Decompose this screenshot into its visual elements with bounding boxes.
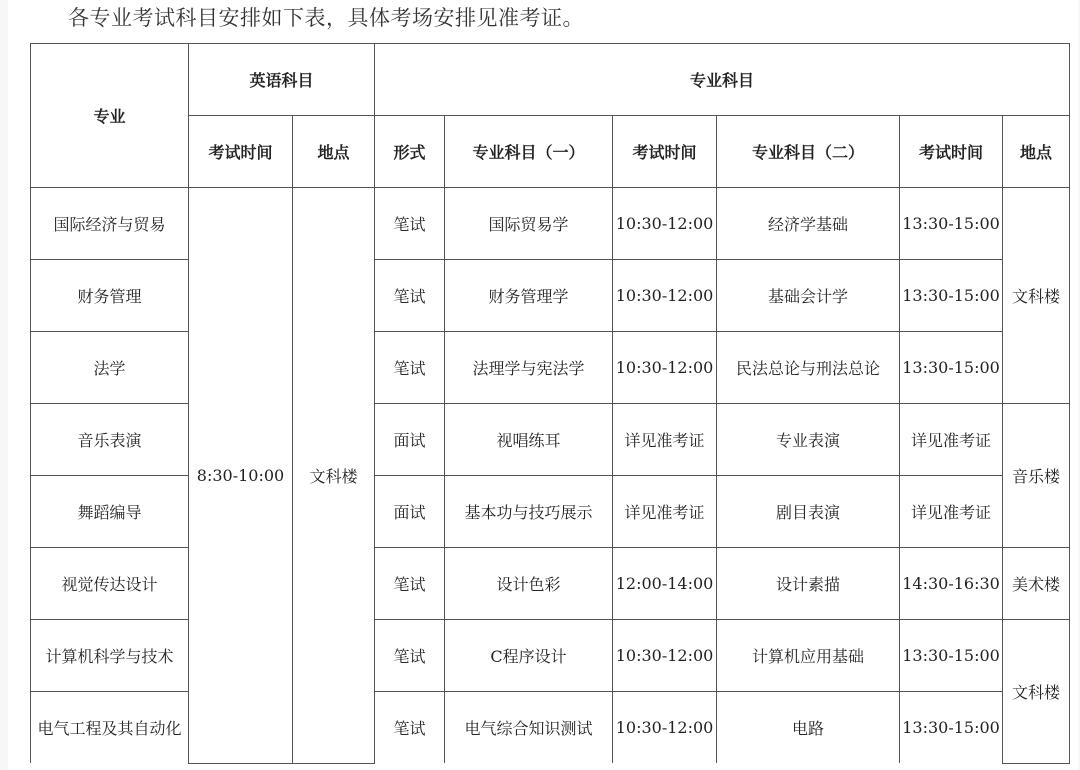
cell-subject-2: 电路 [717, 692, 900, 764]
cell-form: 笔试 [375, 332, 445, 404]
cell-time-1: 10:30-12:00 [613, 332, 717, 404]
cell-time-2: 13:30-15:00 [900, 260, 1003, 332]
table-row [31, 692, 1070, 764]
cell-place: 美术楼 [1003, 548, 1070, 620]
cell-major: 舞蹈编导 [31, 476, 189, 548]
cell-subject-1: 国际贸易学 [445, 188, 613, 260]
cell-form: 笔试 [375, 188, 445, 260]
cell-subject-1: C程序设计 [445, 620, 613, 692]
cell-subject-2: 设计素描 [717, 548, 900, 620]
cell-form: 笔试 [375, 692, 445, 764]
header-major: 专业 [31, 44, 189, 188]
cell-place: 音乐楼 [1003, 404, 1070, 548]
cell-subject-1: 视唱练耳 [445, 404, 613, 476]
document-page [8, 0, 1078, 770]
cell-major: 视觉传达设计 [31, 548, 189, 620]
table-row [31, 548, 1070, 620]
table-row [31, 260, 1070, 332]
cell-subject-2: 专业表演 [717, 404, 900, 476]
intro-text: 各专业考试科目安排如下表，具体考场安排见准考证。 [68, 6, 584, 30]
cell-subject-1: 法理学与宪法学 [445, 332, 613, 404]
header-english-group: 英语科目 [189, 44, 375, 116]
cell-form: 面试 [375, 476, 445, 548]
header-subject-2: 专业科目（二） [717, 116, 900, 188]
cell-major: 财务管理 [31, 260, 189, 332]
cell-time-2: 13:30-15:00 [900, 620, 1003, 692]
cell-major: 音乐表演 [31, 404, 189, 476]
cell-subject-1: 设计色彩 [445, 548, 613, 620]
header-time-1: 考试时间 [613, 116, 717, 188]
cell-subject-1: 基本功与技巧展示 [445, 476, 613, 548]
header-place: 地点 [1003, 116, 1070, 188]
header-english-time: 考试时间 [189, 116, 293, 188]
table-row [31, 620, 1070, 692]
header-professional-group: 专业科目 [375, 44, 1070, 116]
cell-major: 法学 [31, 332, 189, 404]
cell-time-2: 详见准考证 [900, 404, 1003, 476]
cell-subject-2: 民法总论与刑法总论 [717, 332, 900, 404]
cell-form: 笔试 [375, 260, 445, 332]
cell-subject-2: 经济学基础 [717, 188, 900, 260]
cell-subject-1: 财务管理学 [445, 260, 613, 332]
cell-time-2: 13:30-15:00 [900, 332, 1003, 404]
cell-form: 笔试 [375, 548, 445, 620]
cell-english-place: 文科楼 [293, 188, 375, 764]
cell-major: 国际经济与贸易 [31, 188, 189, 260]
cell-time-2: 13:30-15:00 [900, 188, 1003, 260]
cell-major: 计算机科学与技术 [31, 620, 189, 692]
table-row [31, 404, 1070, 476]
table-row [31, 332, 1070, 404]
header-form: 形式 [375, 116, 445, 188]
cell-form: 笔试 [375, 620, 445, 692]
cell-time-1: 10:30-12:00 [613, 260, 717, 332]
cell-time-1: 10:30-12:00 [613, 620, 717, 692]
cell-time-1: 10:30-12:00 [613, 188, 717, 260]
header-subject-1: 专业科目（一） [445, 116, 613, 188]
cell-place: 文科楼 [1003, 188, 1070, 404]
cell-form: 面试 [375, 404, 445, 476]
cell-place: 文科楼 [1003, 620, 1070, 764]
table-row [31, 476, 1070, 548]
cell-time-1: 详见准考证 [613, 404, 717, 476]
cell-subject-2: 基础会计学 [717, 260, 900, 332]
header-row-1 [31, 44, 1070, 116]
cell-major: 电气工程及其自动化 [31, 692, 189, 764]
cell-time-2: 详见准考证 [900, 476, 1003, 548]
cell-english-time: 8:30-10:00 [189, 188, 293, 764]
cell-time-2: 13:30-15:00 [900, 692, 1003, 764]
header-english-place: 地点 [293, 116, 375, 188]
cell-time-1: 10:30-12:00 [613, 692, 717, 764]
cell-subject-1: 电气综合知识测试 [445, 692, 613, 764]
table-row [31, 188, 1070, 260]
header-time-2: 考试时间 [900, 116, 1003, 188]
cell-time-2: 14:30-16:30 [900, 548, 1003, 620]
cell-subject-2: 剧目表演 [717, 476, 900, 548]
exam-schedule-table [30, 43, 1070, 764]
cell-time-1: 12:00-14:00 [613, 548, 717, 620]
cell-subject-2: 计算机应用基础 [717, 620, 900, 692]
cell-time-1: 详见准考证 [613, 476, 717, 548]
